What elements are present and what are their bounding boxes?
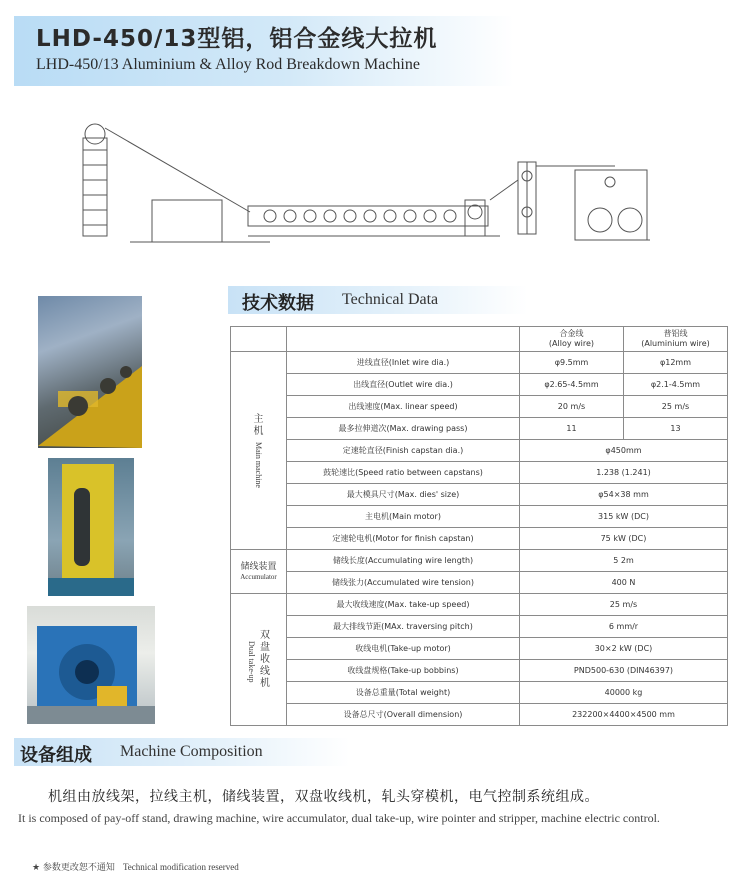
col-aluminium: 普铝线 (Aluminium wire) <box>624 327 728 352</box>
motor-block <box>152 200 222 242</box>
tech-data-heading <box>228 286 628 314</box>
payoff-wheel <box>85 124 105 144</box>
table-row: 设备总尺寸(Overall dimension) 232200×4400×4500 mm <box>231 704 728 726</box>
takeup-bobbin-2 <box>618 208 642 232</box>
table-row: 收线盘规格(Take-up bobbins) PND500-630 (DIN46397) <box>231 660 728 682</box>
photo-takeup <box>27 606 155 724</box>
photo-drawing-line <box>38 296 142 448</box>
group-takeup-cn: 双 盘 收 线 机 <box>260 629 270 689</box>
table-row: 最大排线节距(MAx. traversing pitch) 6 mm/r <box>231 616 728 638</box>
capstan-row <box>264 210 456 222</box>
composition-heading <box>14 738 434 766</box>
table-row: 储线张力(Accumulated wire tension) 400 N <box>231 572 728 594</box>
group-main-cn: 主 机 <box>253 413 264 437</box>
col-alloy: 合金线 (Alloy wire) <box>520 327 624 352</box>
footer-note-en: Technical modification reserved <box>122 862 239 872</box>
composition-heading-cn: 设备组成 <box>20 745 92 766</box>
table-row: 主 机 Main machine 进线直径(Inlet wire dia.) φ9.5mm φ12mm <box>231 352 728 374</box>
machine-line-drawing <box>70 120 670 250</box>
table-row: 出线速度(Max. linear speed) 20 m/s 25 m/s <box>231 396 728 418</box>
tech-heading-en: Technical Data <box>342 291 439 308</box>
group-accumulator: 储线装置 Accumulator <box>231 550 287 594</box>
table-header-row <box>231 327 728 352</box>
takeup-frame <box>575 170 647 240</box>
table-row: 出线直径(Outlet wire dia.) φ2.65-4.5mm φ2.1-4.5mm <box>231 374 728 396</box>
composition-text-cn: 机组由放线架，拉线主机，储线装置，双盘收线机，轧头穿模机，电气控制系统组成。 <box>48 789 599 805</box>
composition-heading-en: Machine Composition <box>120 743 263 760</box>
page-title-en: LHD-450/13 Aluminium & Alloy Rod Breakdown Machine <box>36 56 420 73</box>
photo-accumulator <box>48 458 134 596</box>
payoff-tower <box>83 138 107 236</box>
table-row: 设备总重量(Total weight) 40000 kg <box>231 682 728 704</box>
group-takeup <box>231 594 287 726</box>
group-main-machine <box>231 352 287 550</box>
group-takeup-en: Dual take-up <box>247 640 256 683</box>
table-row: 最大模具尺寸(Max. dies' size) φ54×38 mm <box>231 484 728 506</box>
composition-text-en: It is composed of pay-off stand, drawing machine, wire accumulator, dual take-up, wire pointer and stripper, machine electric control. <box>18 811 660 825</box>
page-title-cn: LHD-450/13型铝，铝合金线大拉机 <box>36 26 438 52</box>
takeup-bobbin-1 <box>588 208 612 232</box>
table-row: 最多拉伸道次(Max. drawing pass) 11 13 <box>231 418 728 440</box>
tech-heading-cn: 技术数据 <box>242 293 314 314</box>
table-row: 鼓轮速比(Speed ratio between capstans) 1.238 (1.241) <box>231 462 728 484</box>
group-main-en: Main machine <box>254 441 263 488</box>
table-row: 定速轮直径(Finish capstan dia.) φ450mm <box>231 440 728 462</box>
table-row: Dual take-up 双 盘 收 线 机 最大收线速度(Max. take-up speed) 25 m/s <box>231 594 728 616</box>
wire-path <box>105 128 250 212</box>
footer-note-cn: ★ 参数更改恕不通知 <box>32 863 115 873</box>
table-row: 定速轮电机(Motor for finish capstan) 75 kW (DC) <box>231 528 728 550</box>
table-row: 储线装置 Accumulator 储线长度(Accumulating wire length) 5 2m <box>231 550 728 572</box>
table-row: 收线电机(Take-up motor) 30×2 kW (DC) <box>231 638 728 660</box>
spec-table <box>230 326 728 726</box>
table-row: 主电机(Main motor) 315 kW (DC) <box>231 506 728 528</box>
footer-note <box>32 860 239 873</box>
